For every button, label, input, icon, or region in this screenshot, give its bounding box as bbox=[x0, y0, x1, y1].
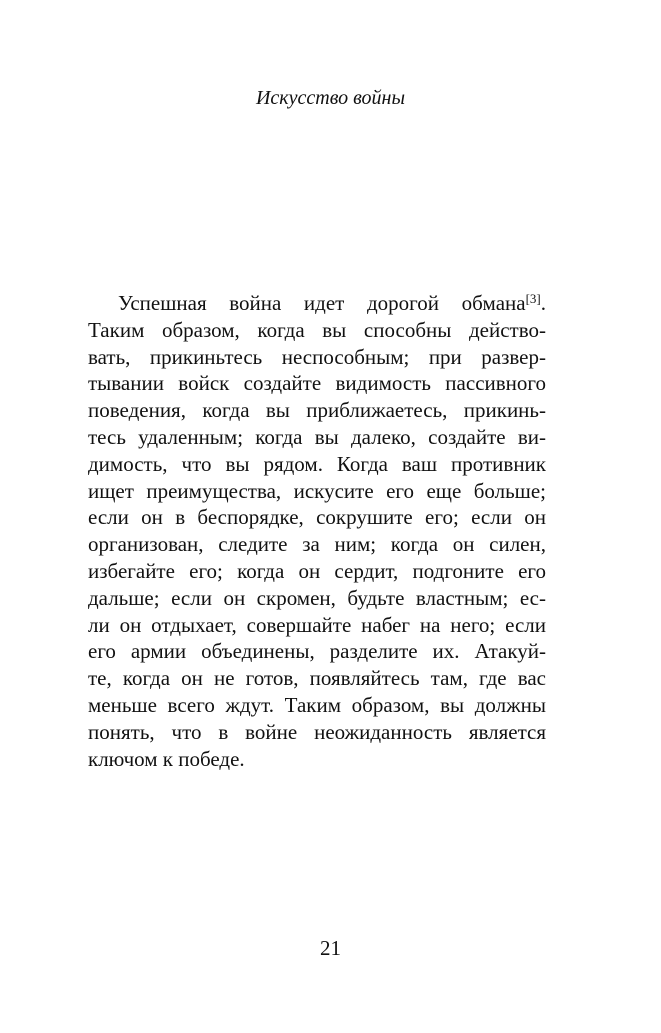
first-line-tail: . bbox=[540, 291, 546, 315]
first-line-text: Успешная война идет дорогой обмана bbox=[118, 291, 526, 315]
paragraph-line: поведения, когда вы приближаетесь, прикинь- bbox=[88, 398, 546, 423]
paragraph-line: понять, что в войне неожиданность является bbox=[88, 719, 546, 744]
paragraph-line: избегайте его; когда он сердит, подгоните его bbox=[88, 558, 546, 583]
paragraph-line: его армии объединены, разделите их. Атакуй- bbox=[88, 639, 546, 664]
paragraph-line: ли он отдыхает, совершайте набег на него; если bbox=[88, 612, 546, 637]
paragraph-line: Таким образом, когда вы способны действо- bbox=[88, 317, 546, 342]
page-number: 21 bbox=[320, 936, 341, 960]
paragraph-line: организован, следите за ним; когда он силен, bbox=[88, 532, 546, 557]
paragraph-line: вать, прикиньтесь неспособным; при развер- bbox=[88, 344, 546, 369]
paragraph-line bbox=[88, 290, 546, 317]
paragraph-line: если он в беспорядке, сокрушите его; если он bbox=[88, 505, 546, 530]
footnote-reference[interactable]: [3] bbox=[525, 291, 541, 306]
paragraph-line: меньше всего ждут. Таким образом, вы должны bbox=[88, 692, 546, 717]
paragraph-line: тесь удаленным; когда вы далеко, создайте ви- bbox=[88, 424, 546, 449]
body-paragraph bbox=[88, 290, 546, 772]
paragraph-line: те, когда он не готов, появляйтесь там, где вас bbox=[88, 666, 546, 691]
paragraph-line: ищет преимущества, искусите его еще больше; bbox=[88, 478, 546, 503]
paragraph-line: ключом к победе. bbox=[88, 746, 245, 771]
paragraph-line: тывании войск создайте видимость пассивного bbox=[88, 371, 546, 396]
running-title: Искусство войны bbox=[255, 87, 406, 109]
paragraph-line: димость, что вы рядом. Когда ваш противник bbox=[88, 451, 546, 476]
paragraph-line: дальше; если он скромен, будьте властным; ес- bbox=[88, 585, 546, 610]
